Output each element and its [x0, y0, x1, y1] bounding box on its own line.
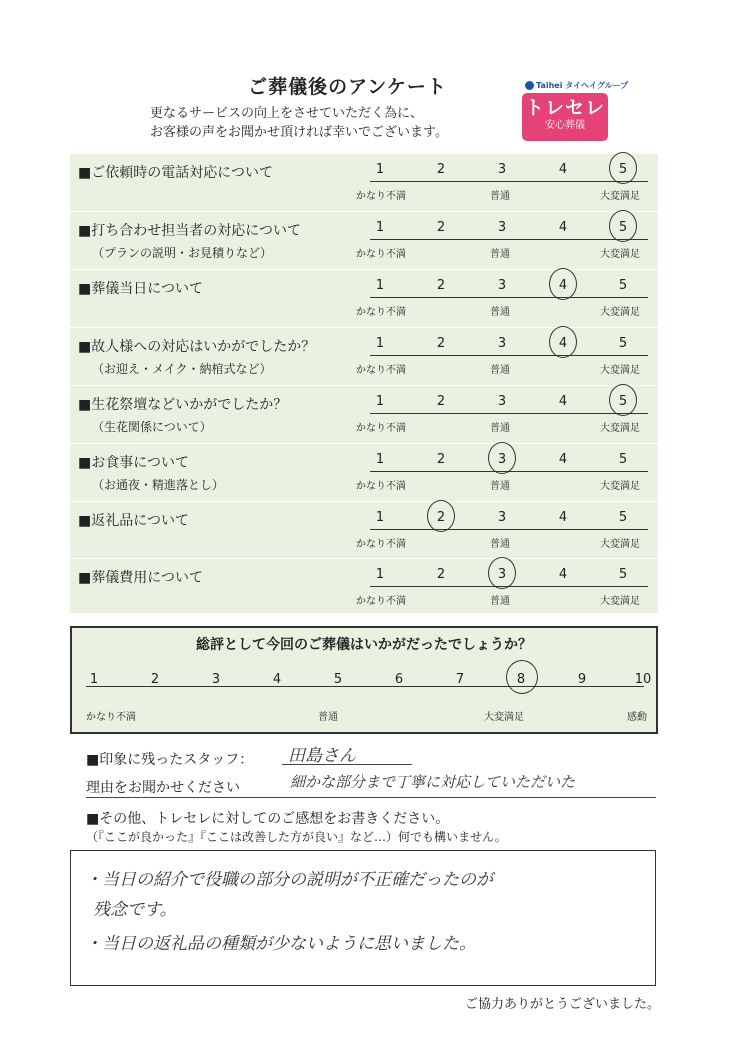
scale-option[interactable]: 3 [497, 336, 507, 351]
logo-main: トレセレ [524, 97, 605, 119]
comment-line-1: ・当日の紹介で役職の部分の説明が不正確だったのが [85, 870, 493, 890]
scale-high-label: 大変満足 [600, 423, 640, 434]
scale-line [370, 529, 648, 530]
question-sub: （お通夜・精進落とし） [92, 478, 225, 492]
thanks-text: ご協力ありがとうございました。 [465, 997, 661, 1012]
scale-option[interactable]: 4 [558, 452, 568, 467]
selected-answer-circle [488, 557, 516, 589]
question-label: ■打ち合わせ担当者の対応について [78, 223, 301, 239]
staff-label: ■印象に残ったスタッフ： [86, 752, 254, 768]
scale-low-label: かなり不満 [356, 191, 406, 202]
scale-option[interactable]: 5 [618, 452, 628, 467]
scale-option[interactable]: 3 [497, 162, 507, 177]
scale-line [370, 297, 648, 298]
scale-option[interactable]: 4 [558, 510, 568, 525]
scale-option[interactable]: 4 [558, 220, 568, 235]
question-label: ■葬儀費用について [78, 570, 203, 586]
scale-mid-label: 普通 [490, 191, 510, 202]
logo-sub: 安心葬儀 [545, 120, 585, 131]
scale-option[interactable]: 2 [436, 162, 446, 177]
reason-answer: 細かな部分まで丁寧に対応していただいた [290, 773, 576, 791]
scale-low-label: かなり不満 [356, 307, 406, 318]
question-label: ■故人様への対応はいかがでしたか？ [78, 339, 316, 355]
question-row [70, 386, 658, 444]
reason-underline [86, 797, 656, 798]
selected-answer-circle [488, 442, 516, 474]
selected-answer-circle [427, 500, 455, 532]
overall-mid-label: 普通 [318, 712, 338, 723]
overall-option[interactable]: 6 [394, 672, 404, 687]
comments-box [70, 850, 656, 986]
selected-answer-circle [609, 152, 637, 184]
scale-option[interactable]: 5 [618, 394, 628, 409]
group-name: Taihei タイヘイグループ [536, 81, 629, 90]
scale-option[interactable]: 5 [618, 278, 628, 293]
scale-low-label: かなり不満 [356, 481, 406, 492]
overall-option[interactable]: 7 [455, 672, 465, 687]
row-divider [70, 613, 658, 614]
scale-option[interactable]: 2 [436, 220, 446, 235]
scale-option[interactable]: 1 [375, 510, 385, 525]
selected-answer-circle [549, 326, 577, 358]
overall-answer-circle [506, 660, 538, 694]
reason-label: 理由をお聞かせください [86, 780, 240, 796]
scale-option[interactable]: 1 [375, 394, 385, 409]
scale-option[interactable]: 1 [375, 220, 385, 235]
staff-answer: 田島さん [288, 746, 356, 766]
scale-line [370, 355, 648, 356]
scale-option[interactable]: 2 [436, 567, 446, 582]
scale-option[interactable]: 5 [618, 162, 628, 177]
group-brand [525, 80, 628, 91]
page-title: ご葬儀後のアンケート [248, 76, 447, 98]
scale-high-label: 大変満足 [600, 191, 640, 202]
question-label: ■生花祭壇などいかがでしたか？ [78, 397, 288, 413]
scale-high-label: 大変満足 [600, 481, 640, 492]
staff-underline [282, 764, 412, 765]
scale-low-label: かなり不満 [356, 365, 406, 376]
overall-low-label: かなり不満 [86, 712, 136, 723]
scale-option[interactable]: 1 [375, 162, 385, 177]
scale-option[interactable]: 4 [558, 162, 568, 177]
scale-option[interactable]: 3 [497, 452, 507, 467]
question-row [70, 154, 658, 212]
question-label: ■お食事について [78, 455, 189, 471]
overall-rating [70, 626, 658, 734]
scale-mid-label: 普通 [490, 249, 510, 260]
scale-option[interactable]: 4 [558, 394, 568, 409]
overall-high-label: 大変満足 [484, 712, 524, 723]
overall-option[interactable]: 2 [150, 672, 160, 687]
scale-mid-label: 普通 [490, 481, 510, 492]
comment-line-2: 残念です。 [93, 900, 177, 920]
scale-low-label: かなり不満 [356, 423, 406, 434]
scale-option[interactable]: 2 [436, 336, 446, 351]
scale-mid-label: 普通 [490, 307, 510, 318]
scale-option[interactable]: 3 [497, 220, 507, 235]
scale-mid-label: 普通 [490, 596, 510, 607]
question-sub: （お迎え・メイク・納棺式など） [92, 362, 272, 376]
scale-option[interactable]: 2 [436, 278, 446, 293]
scale-option[interactable]: 4 [558, 278, 568, 293]
scale-option[interactable]: 3 [497, 394, 507, 409]
selected-answer-circle [609, 210, 637, 242]
overall-option[interactable]: 4 [272, 672, 282, 687]
scale-mid-label: 普通 [490, 539, 510, 550]
scale-mid-label: 普通 [490, 423, 510, 434]
overall-option[interactable]: 5 [333, 672, 343, 687]
comment-line-3: ・当日の返礼品の種類が少ないように思いました。 [85, 934, 476, 954]
scale-option[interactable]: 5 [618, 336, 628, 351]
scale-mid-label: 普通 [490, 365, 510, 376]
scale-line [370, 413, 648, 414]
overall-scale-line [86, 686, 644, 687]
question-row [70, 559, 658, 614]
question-sub: （プランの説明・お見積りなど） [92, 246, 273, 260]
scale-option[interactable]: 5 [618, 510, 628, 525]
scale-low-label: かなり不満 [356, 596, 406, 607]
overall-option[interactable]: 8 [516, 672, 526, 687]
overall-option[interactable]: 1 [89, 672, 99, 687]
scale-low-label: かなり不満 [356, 539, 406, 550]
selected-answer-circle [609, 384, 637, 416]
scale-option[interactable]: 3 [497, 278, 507, 293]
scale-high-label: 大変満足 [600, 249, 640, 260]
scale-line [370, 239, 648, 240]
question-label: ■葬儀当日について [78, 281, 203, 297]
scale-option[interactable]: 2 [436, 452, 446, 467]
scale-option[interactable]: 3 [497, 510, 507, 525]
scale-line [370, 181, 648, 182]
scale-option[interactable]: 2 [436, 510, 446, 525]
question-label: ■ご依頼時の電話対応について [78, 165, 273, 181]
scale-option[interactable]: 4 [558, 336, 568, 351]
scale-option[interactable]: 5 [618, 567, 628, 582]
scale-option[interactable]: 2 [436, 394, 446, 409]
overall-option[interactable]: 9 [577, 672, 587, 687]
scale-low-label: かなり不満 [356, 249, 406, 260]
question-sub: （生花関係について） [92, 420, 212, 434]
taihei-mark-icon [525, 81, 534, 90]
question-label: ■返礼品について [78, 513, 189, 529]
overall-option[interactable]: 3 [211, 672, 221, 687]
intro-line-2: お客様の声をお聞かせ頂ければ幸いでございます。 [150, 125, 448, 140]
overall-top-label: 感動 [627, 712, 647, 723]
comments-hint: （『ここが良かった』『ここは改善した方が良い』など…）何でも構いません。 [86, 830, 507, 844]
question-row [70, 270, 658, 328]
intro-line-1: 更なるサービスの向上をさせていただく為に、 [150, 106, 424, 121]
overall-option[interactable]: 10 [634, 672, 652, 687]
scale-high-label: 大変満足 [600, 539, 640, 550]
scale-option[interactable]: 5 [618, 220, 628, 235]
scale-high-label: 大変満足 [600, 307, 640, 318]
intro-text [150, 104, 448, 142]
scale-option[interactable]: 4 [558, 567, 568, 582]
overall-question: 総評として今回のご葬儀はいかがだったでしょうか？ [196, 637, 532, 653]
scale-option[interactable]: 1 [375, 567, 385, 582]
question-row [70, 502, 658, 559]
scale-high-label: 大変満足 [600, 596, 640, 607]
scale-high-label: 大変満足 [600, 365, 640, 376]
comments-label: ■その他、トレセレに対してのご感想をお書きください。 [86, 811, 450, 827]
scale-option[interactable]: 3 [497, 567, 507, 582]
tresele-logo [522, 93, 608, 141]
question-row [70, 444, 658, 502]
selected-answer-circle [549, 268, 577, 300]
question-row [70, 212, 658, 270]
scale-option[interactable]: 1 [375, 336, 385, 351]
question-row [70, 328, 658, 386]
scale-option[interactable]: 1 [375, 452, 385, 467]
scale-option[interactable]: 1 [375, 278, 385, 293]
